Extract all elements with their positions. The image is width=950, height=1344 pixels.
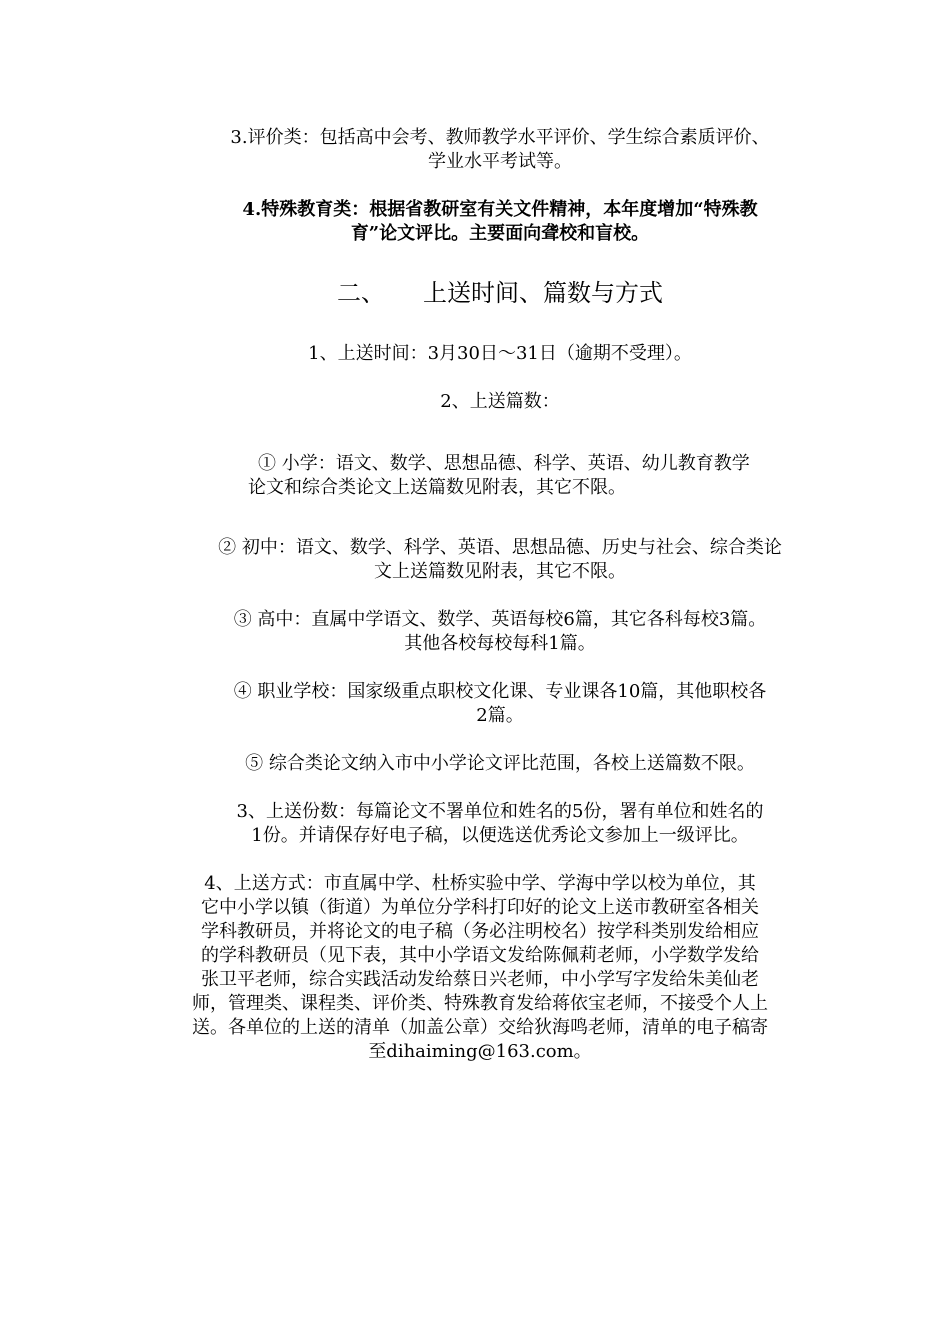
primary-line-1: ① 小学：语文、数学、思想品德、科学、英语、幼儿教育教学	[258, 453, 750, 474]
section-2-title: 上送时间、篇数与方式	[423, 279, 663, 307]
item-4-line-1: 4.特殊教育类：根据省教研室有关文件精神，本年度增加“特殊教	[242, 199, 758, 220]
senior-line-1: ③ 高中：直属中学语文、数学、英语每校6篇，其它各科每校3篇。	[233, 609, 767, 630]
method-line-7: 送。各单位的上送的清单（加盖公章）交给狄海鸣老师，清单的电子稿寄	[192, 1017, 768, 1038]
submission-time	[180, 342, 820, 366]
item-3-evaluation	[180, 126, 820, 174]
method-line-4: 的学科教研员（见下表，其中小学语文发给陈佩莉老师，小学数学发给	[201, 945, 759, 966]
count-senior-high	[180, 608, 820, 656]
method-line-8: 至dihaiming@163.com。	[368, 1041, 592, 1062]
count-comprehensive	[180, 752, 820, 776]
method-line-5: 张卫平老师，综合实践活动发给蔡日兴老师，中小学写字发给朱美仙老	[201, 969, 759, 990]
submission-time-text: 1、上送时间：3月30日～31日（逾期不受理）。	[308, 343, 692, 364]
junior-line-1: ② 初中：语文、数学、科学、英语、思想品德、历史与社会、综合类论	[218, 537, 782, 558]
submission-count-heading-text: 2、上送篇数：	[440, 391, 560, 412]
copies-line-2: 1份。并请保存好电子稿，以便选送优秀论文参加上一级评比。	[251, 825, 749, 846]
submission-count-heading	[180, 390, 820, 414]
method-line-2: 它中小学以镇（街道）为单位分学科打印好的论文上送市教研室各相关	[201, 897, 759, 918]
count-vocational-school	[180, 680, 820, 728]
submission-copies	[170, 800, 830, 848]
method-line-3: 学科教研员，并将论文的电子稿（务必注明校名）按学科类别发给相应	[201, 921, 759, 942]
item-3-line-2: 学业水平考试等。	[428, 151, 572, 172]
item-4-special-education	[180, 198, 820, 246]
count-junior-high	[180, 536, 820, 584]
vocational-line-1: ④ 职业学校：国家级重点职校文化课、专业课各10篇，其他职校各	[233, 681, 767, 702]
count-primary-school	[160, 452, 820, 500]
item-4-line-2: 育”论文评比。主要面向聋校和盲校。	[350, 223, 650, 244]
submission-method	[140, 872, 820, 1064]
senior-line-2: 其他各校每校每科1篇。	[404, 633, 596, 654]
copies-line-1: 3、上送份数：每篇论文不署单位和姓名的5份，署有单位和姓名的	[236, 801, 764, 822]
comprehensive-text: ⑤ 综合类论文纳入市中小学论文评比范围，各校上送篇数不限。	[245, 753, 755, 774]
method-line-1: 4、上送方式：市直属中学、杜桥实验中学、学海中学以校为单位，其	[204, 873, 756, 894]
primary-line-2: 论文和综合类论文上送篇数见附表，其它不限。	[248, 477, 626, 498]
section-2-number: 二、	[337, 279, 385, 307]
junior-line-2: 文上送篇数见附表，其它不限。	[374, 561, 626, 582]
vocational-line-2: 2篇。	[476, 705, 524, 726]
method-line-6: 师，管理类、课程类、评价类、特殊教育发给蒋依宝老师，不接受个人上	[192, 993, 768, 1014]
item-3-line-1: 3.评价类：包括高中会考、教师教学水平评价、学生综合素质评价、	[230, 127, 770, 148]
section-2-heading	[180, 278, 820, 308]
